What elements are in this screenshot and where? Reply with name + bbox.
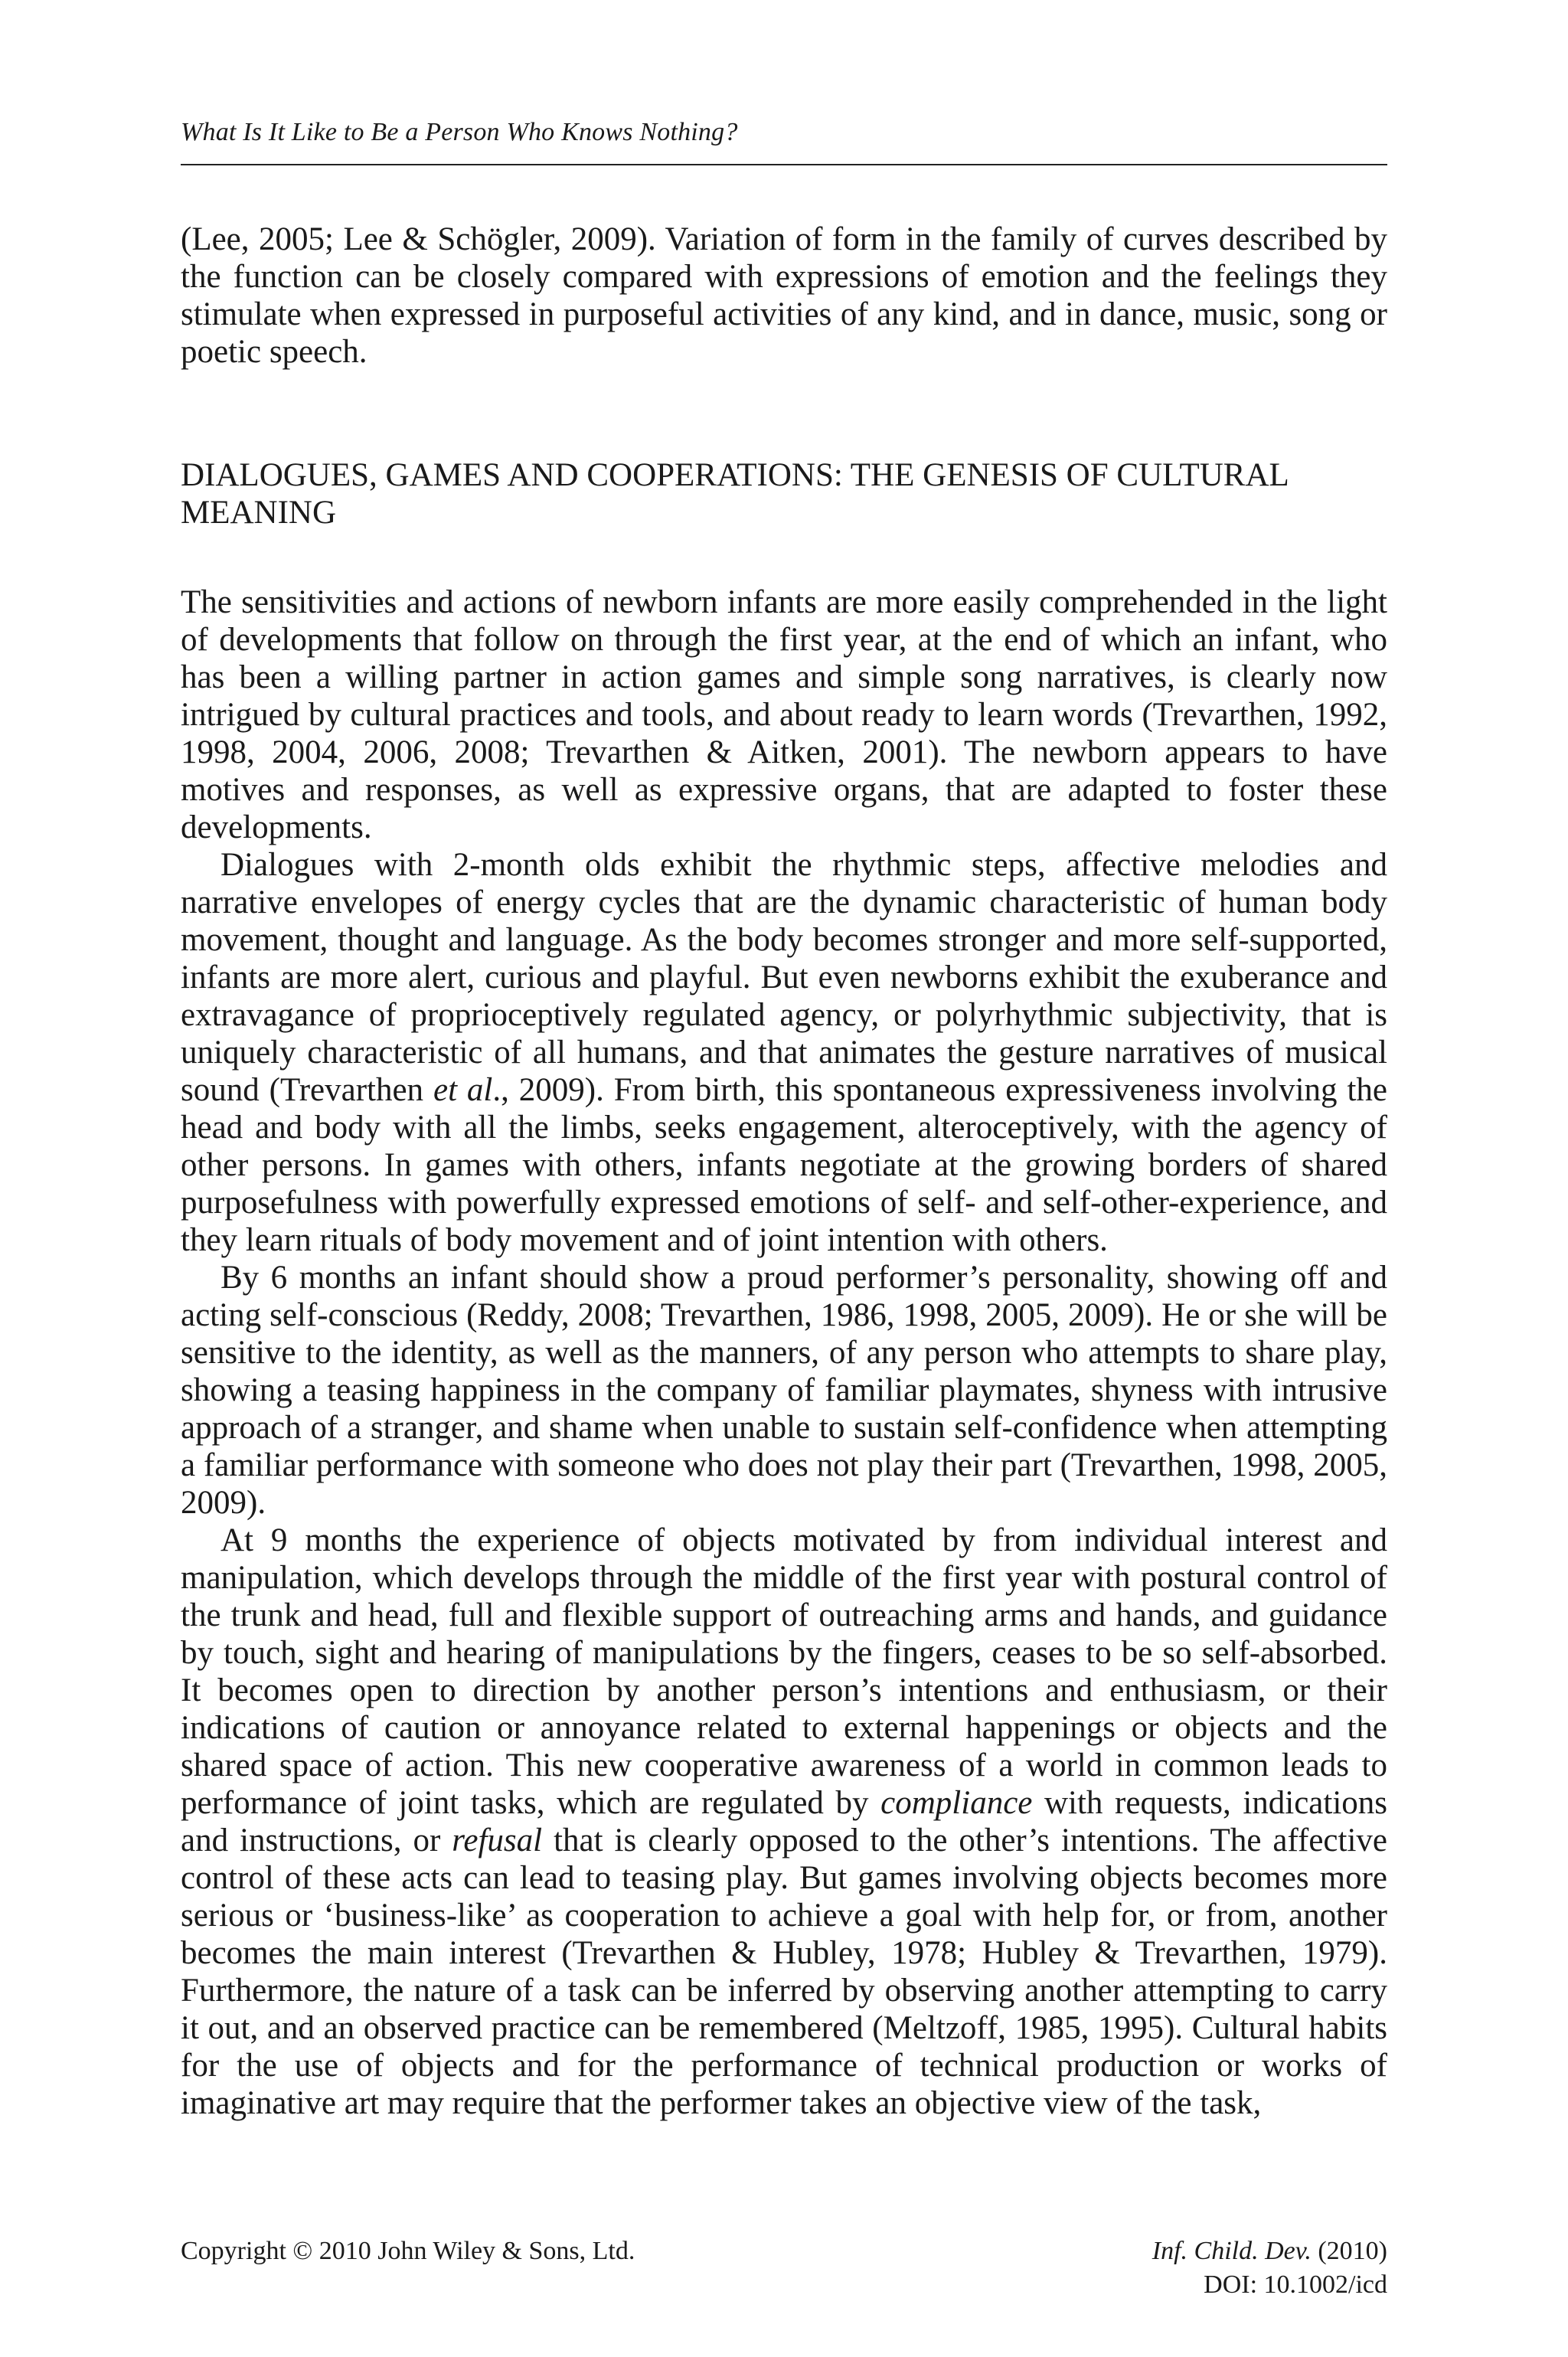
et-al-italic: et al [433,1072,493,1108]
section-heading: DIALOGUES, GAMES AND COOPERATIONS: THE GENESIS OF CULTURAL MEANING [181,457,1289,531]
paragraph-1: The sensitivities and actions of newborn infants are more easily comprehended in the light of developments that follow on through the first year, at the end of which an infant, who has been a willing partner in action games and simple song narratives, is clearly now intrigued by cultural practices and tools, and about ready to learn words (Trevarthen, 1992, 1998, 2004, 2006, 2008; Trevarthen & Aitken, 2001). The newborn appears to have motives and responses, as well as expressive organs, that are adapted to foster these developments. [181,584,1387,845]
copyright-notice: Copyright © 2010 John Wiley & Sons, Ltd. [181,2237,635,2265]
paragraph-4-part-c: that is clearly opposed to the other’s intentions. The affective control of these acts can lead to teasing play. But games involving objects becomes more serious or ‘business-like’ as cooperation to achieve a goal with help for, or from, another becomes the main interest (Trevarthen & Hubley, 1978; Hubley & Trevarthen, 1979). Furthermore, the nature of a task can be inferred by observing another attempting to carry it out, and an observed practice can be remembered (Meltzoff, 1985, 1995). Cultural habits for the use of objects and for the performance of technical production or works of imaginative art may require that the performer takes an objective view of the task, [181,1823,1387,2121]
paragraph-2-part-b: ., 2009). From birth, this spontaneous expressiveness involving the head and body with all the limbs, seeks engagement, alteroceptively, with the agency of other persons. In games with others, infants negotiate at the growing borders of shared purposefulness with powerfully expressed emotions of self- and self-other-experience, and they learn rituals of body movement and of joint intention with others. [181,1072,1388,1258]
paragraph-4-part-a: At 9 months the experience of objects motivated by from individual interest and manipulation, which develops through the middle of the first year with postural control of the trunk and head, full and flexible support of outreaching arms and hands, and guidance by touch, sight and hearing of manipulations by the fingers, ceases to be so self-absorbed. It becomes open to direction by another person’s intentions and enthusiasm, or their indications of caution or annoyance related to external happenings or objects and the shared space of action. This new cooperative awareness of a world in common leads to performance of joint tasks, which are regulated by [181,1522,1387,1821]
paragraph-3: By 6 months an infant should show a proud performer’s personality, showing off and acting self-conscious (Reddy, 2008; Trevarthen, 1986, 1998, 2005, 2009). He or she will be sensitive to the identity, as well as the manners, of any person who attempts to share play, showing a teasing happiness in the company of familiar playmates, shyness with intrusive approach of a stranger, and shame when unable to sustain self-confidence when attempting a familiar performance with someone who does not play their part (Trevarthen, 1998, 2005, 2009). [181,1260,1387,1521]
journal-name: Inf. Child. Dev. [1152,2237,1312,2265]
running-head: What Is It Like to Be a Person Who Knows Nothing? [181,118,738,146]
journal-line [1152,2234,1387,2268]
header-rule [181,164,1387,165]
paragraph-4 [181,1522,1387,2122]
paragraph-4-part-b: with requests, indications and instructions, or [181,1785,1388,1858]
journal-year: (2010) [1311,2237,1387,2265]
journal-citation [1152,2234,1387,2302]
refusal-italic: refusal [452,1823,543,1858]
article-body [181,221,1387,2122]
doi: DOI: 10.1002/icd [1204,2270,1387,2299]
paragraph-intro: (Lee, 2005; Lee & Schögler, 2009). Variation of form in the family of curves described by the function can be closely compared with expressions of emotion and the feelings they stimulate when expressed in purposeful activities of any kind, and in dance, music, song or poetic speech. [181,221,1387,370]
paragraph-2-part-a: Dialogues with 2-month olds exhibit the rhythmic steps, affective melodies and narrative envelopes of energy cycles that are the dynamic characteristic of human body movement, thought and language. As the body becomes stronger and more self-supported, infants are more alert, curious and playful. But even newborns exhibit the exuberance and extravagance of proprioceptively regulated agency, or polyrhythmic subjectivity, that is uniquely characteristic of all humans, and that animates the gesture narratives of musical sound (Trevarthen [181,847,1387,1108]
paragraph-2 [181,846,1387,1259]
compliance-italic: compliance [880,1785,1033,1821]
